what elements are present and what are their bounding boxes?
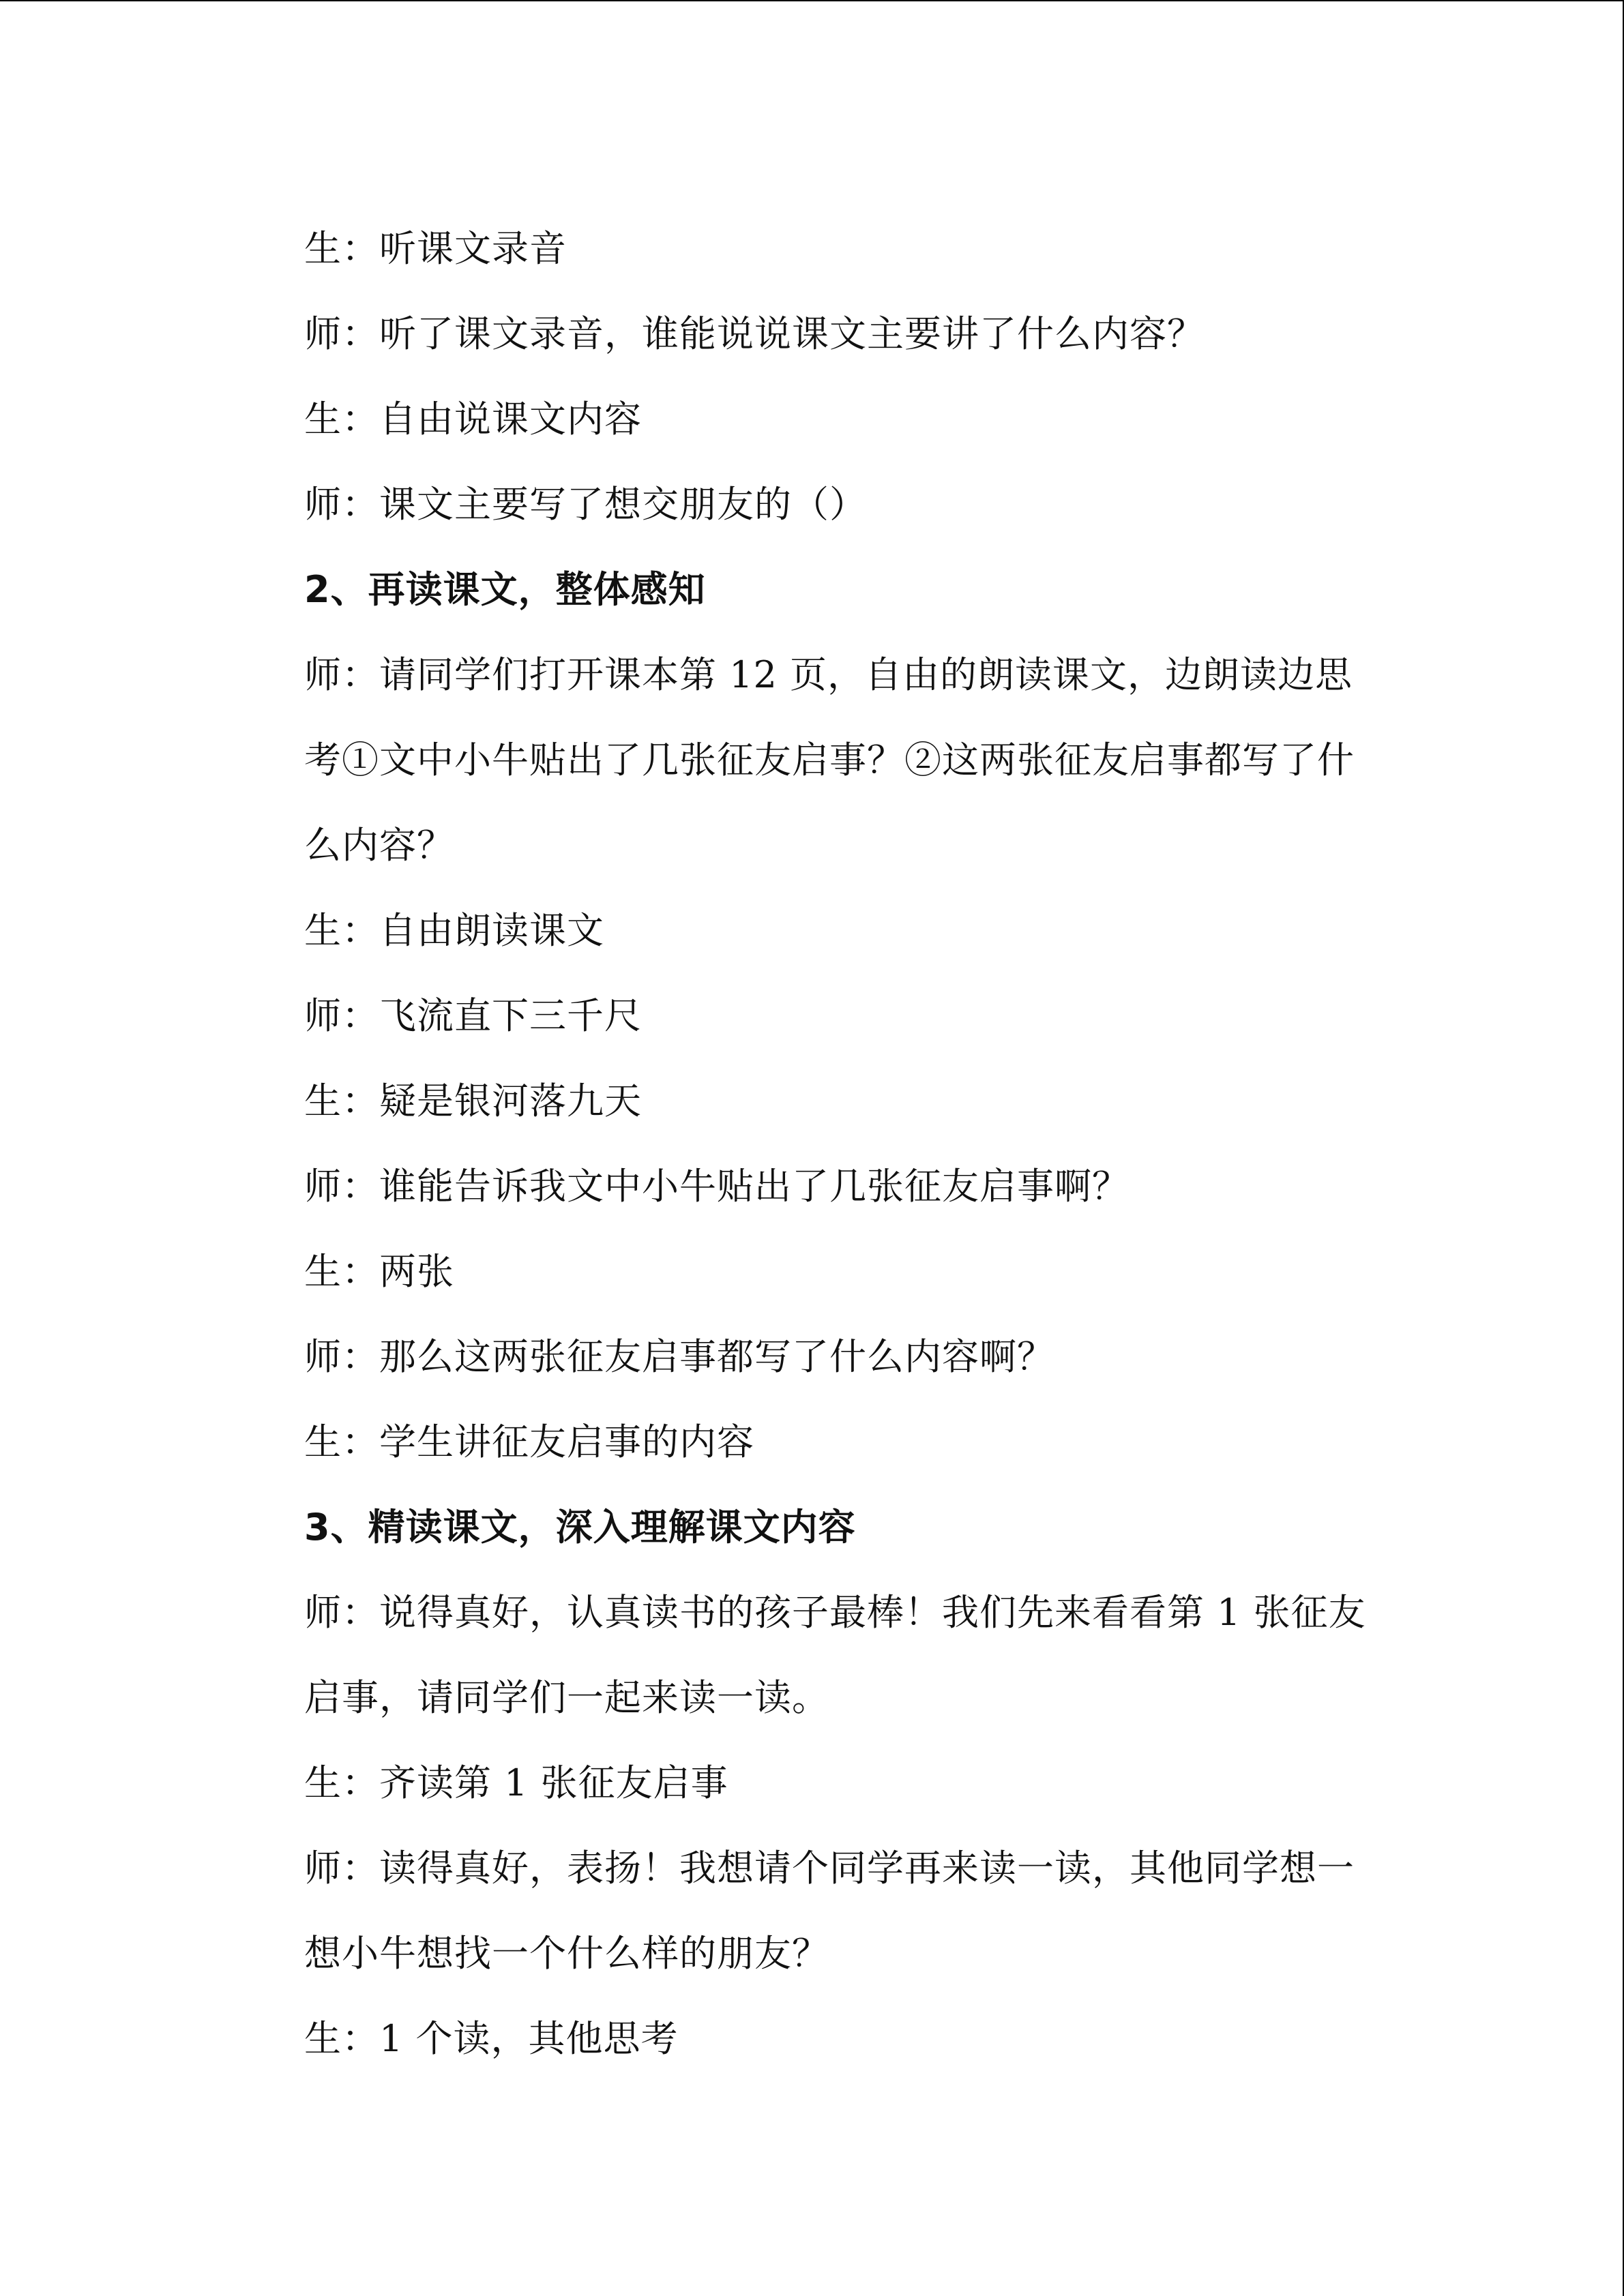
dialogue-line: 师：飞流直下三千尺 [304, 994, 642, 1037]
dialogue-line: 生：听课文录音 [304, 227, 567, 270]
document-body [304, 206, 1382, 2081]
dialogue-line: 生：学生讲征友启事的内容 [304, 1420, 754, 1463]
dialogue-line: 考①文中小牛贴出了几张征友启事？②这两张征友启事都写了什 [304, 739, 1355, 781]
dialogue-line: 生：1 个读，其他思考 [304, 2017, 679, 2060]
dialogue-line: 启事，请同学们一起来读一读。 [304, 1676, 829, 1719]
dialogue-line: 师：读得真好，表扬！我想请个同学再来读一读，其他同学想一 [304, 1847, 1355, 1890]
section-heading: 3、精读课文，深入理解课文内容 [304, 1506, 856, 1549]
dialogue-line: 生：自由朗读课文 [304, 909, 604, 952]
dialogue-line: 师：说得真好，认真读书的孩子最棒！我们先来看看第 1 张征友 [304, 1591, 1366, 1634]
dialogue-line: 师：那么这两张征友启事都写了什么内容啊？ [304, 1335, 1054, 1378]
dialogue-line: 想小牛想找一个什么样的朋友？ [304, 1932, 829, 1975]
dialogue-line: 么内容？ [304, 824, 454, 867]
dialogue-line: 师：谁能告诉我文中小牛贴出了几张征友启事啊？ [304, 1165, 1130, 1208]
dialogue-line: 师：请同学们打开课本第 12 页，自由的朗读课文，边朗读边思 [304, 653, 1353, 696]
section-heading: 2、再读课文，整体感知 [304, 568, 706, 611]
dialogue-line: 生：疑是银河落九天 [304, 1079, 642, 1122]
dialogue-line: 生：自由说课文内容 [304, 398, 642, 441]
dialogue-line: 生：齐读第 1 张征友启事 [304, 1761, 728, 1804]
dialogue-line: 生：两张 [304, 1250, 454, 1293]
dialogue-line: 师：听了课文录音，谁能说说课文主要讲了什么内容？ [304, 312, 1205, 355]
dialogue-line: 师：课文主要写了想交朋友的（） [304, 483, 867, 526]
